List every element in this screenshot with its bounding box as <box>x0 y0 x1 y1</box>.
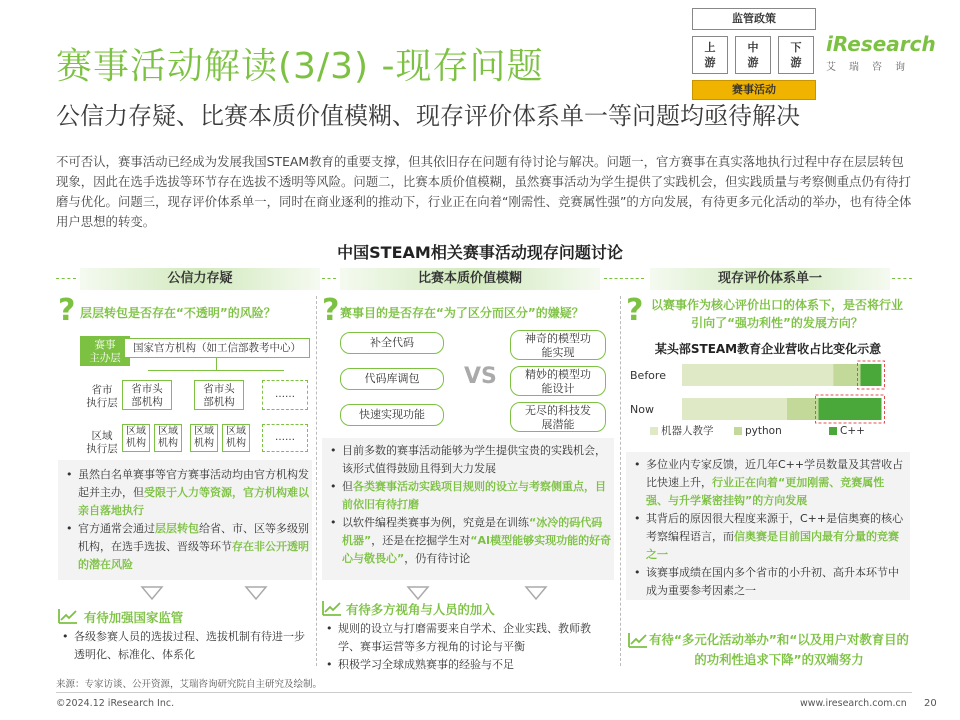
iresearch-logo <box>826 32 936 73</box>
col3-bullets <box>630 456 906 600</box>
list-item <box>326 514 612 568</box>
divider <box>322 278 336 279</box>
question-icon: ? <box>322 293 340 328</box>
column-separator <box>620 296 621 666</box>
nav-downstream[interactable]: 下 游 <box>778 36 814 74</box>
legend-swatch <box>829 427 837 435</box>
source-note: 来源：专家访谈、公开资源，艾瑞咨询研究院自主研究及绘制。 <box>56 679 323 690</box>
highlight-text: 行业正在向着“更加刚需、竞赛属性强、与升学紧密挂钩”的方向发展 <box>646 476 885 507</box>
text: 但 <box>342 480 353 493</box>
nav-policy[interactable]: 监管政策 <box>692 8 816 30</box>
level-organizer-box: 国家官方机构（如工信部教考中心） <box>124 338 310 358</box>
down-arrow-icon <box>244 585 268 605</box>
page-number: 20 <box>924 698 937 709</box>
highlight-text: 层层转包 <box>155 522 199 535</box>
list-item <box>630 510 906 564</box>
level-region-box: 区域 机构 <box>154 424 182 452</box>
pill-right: 神奇的模型功 能实现 <box>510 330 606 360</box>
highlight-text: 信奥赛是目前国内最有分量的竞赛之一 <box>646 530 899 561</box>
revenue-share-chart <box>628 358 908 448</box>
chart-title: 某头部STEAM教育企业营收占比变化示意 <box>654 342 882 356</box>
text: 给省、市、区等多级别机构，在选手选拔、晋级等环节 <box>78 522 309 553</box>
text: 虽然白名单赛事等官方赛事活动均由官方机构发起并主办，但 <box>78 468 309 499</box>
bar-segment-0 <box>682 398 787 420</box>
intro-paragraph: 不可否认，赛事活动已经成为发展我国STEAM教育的重要支撑，但其依旧存在问题有待讨论与解决。问题一，官方赛事在真实落地执行过程中存在层层转包现象，因此在选手选拔等环节存在选拔不透明等风险。问题二，比赛本质价值模糊，虽然赛事活动为学生提供了实践机会，但实践质量与考察侧重点仍有待打磨与优化。问题三，现存评价体系单一，同时在商业逐利的推动下，行业正在向着“刚需性、竞赛属性强”的方向发展，有待更多元化活动的举办，也有待全体用户思想的转变。 <box>56 154 912 229</box>
col1-action: 有待加强国家监管 <box>84 610 184 625</box>
nav-events[interactable]: 赛事活动 <box>692 80 816 100</box>
col1-header: 公信力存疑 <box>80 268 320 290</box>
footer-divider <box>56 692 912 693</box>
text: ，还是在挖掘学生对 <box>371 534 471 547</box>
logo-wordmark: iResearch <box>826 32 936 56</box>
category-label: Now <box>630 403 654 416</box>
trend-icon <box>58 608 78 628</box>
col2-action-bullets <box>322 620 612 674</box>
logo-chinese: 艾瑞咨询 <box>826 62 918 73</box>
down-arrow-icon <box>140 585 164 605</box>
bar-segment-0 <box>682 364 833 386</box>
vs-text: VS <box>464 364 497 389</box>
col1-bullets <box>62 466 310 574</box>
trend-icon <box>628 632 648 652</box>
pill-left: 补全代码 <box>340 332 444 354</box>
list-item: • 该赛事成绩在国内多个省市的小升初、高升本环节中成为重要参考因素之一 <box>630 564 906 600</box>
level-province-box: 省市头 部机构 <box>122 380 172 410</box>
pill-right: 精妙的模型功 能设计 <box>510 366 606 396</box>
text: ，仍有待讨论 <box>404 552 471 565</box>
question-icon: ? <box>626 293 644 328</box>
col3-question: 以赛事作为核心评价出口的体系下，是否将行业引向了“强功利性”的发展方向？ <box>650 298 903 330</box>
level-organizer-label: 赛事 主办层 <box>80 336 130 366</box>
col2-header: 比赛本质价值模糊 <box>340 268 600 290</box>
website-link[interactable]: www.iresearch.com.cn <box>800 698 907 709</box>
nav-midstream[interactable]: 中 游 <box>735 36 771 74</box>
list-item: • 各级参赛人员的选拔过程、选拔机制有待进一步透明化、标准化、体系化 <box>58 628 310 664</box>
pill-left: 快速实现功能 <box>340 404 444 426</box>
question-icon: ? <box>58 293 76 328</box>
legend-label: 机器人教学 <box>661 425 714 437</box>
list-item: • 目前多数的赛事活动能够为学生提供宝贵的实践机会，该形式值得鼓励且得到大力发展 <box>326 442 612 478</box>
level-region-box: 区域 机构 <box>190 424 218 452</box>
divider <box>56 278 76 279</box>
highlight-text: “AI模型能够实现功能的好奇心与敬畏心” <box>342 534 612 565</box>
text: 官方通常会通过 <box>78 522 155 535</box>
text: 其背后的原因很大程度来源于，C++是信奥赛的核心考察编程语言，而 <box>646 512 904 543</box>
col3-action: 有待“多元化活动举办”和“以及用户对教育目的的功利性追求下降”的双端努力 <box>649 632 909 667</box>
bar-segment-2 <box>819 398 882 420</box>
category-label: Before <box>630 369 666 382</box>
level-region-box: 区域 机构 <box>122 424 150 452</box>
level-province-box: 省市头 部机构 <box>194 380 244 410</box>
pill-right: 无尽的科技发 展潜能 <box>510 402 606 432</box>
legend-swatch <box>734 427 742 435</box>
bar-segment-2 <box>861 364 882 386</box>
highlight-text: “冰冷的码代码机器” <box>342 516 603 547</box>
level-region-more: …… <box>262 424 308 452</box>
page-subtitle: 公信力存疑、比赛本质价值模糊、现存评价体系单一等问题均亟待解决 <box>56 102 800 130</box>
bar-segment-1 <box>833 364 860 386</box>
pill-left: 代码库调包 <box>340 368 444 390</box>
col1-question: 层层转包是否存在“不透明”的风险？ <box>80 306 276 320</box>
level-province-more: …… <box>262 380 308 410</box>
legend-swatch <box>650 427 658 435</box>
col1-action-bullets <box>58 628 310 664</box>
list-item: • 规则的设立与打磨需要来自学术、企业实践、教师教学、赛事运营等多方视角的讨论与平衡 <box>322 620 612 656</box>
level-region-box: 区域 机构 <box>222 424 250 452</box>
list-item: • 积极学习全球成熟赛事的经验与不足 <box>322 656 612 674</box>
list-item <box>62 466 310 520</box>
list-item <box>62 520 310 574</box>
connector <box>216 358 217 370</box>
copyright: ©2024.12 iResearch Inc. <box>56 698 175 709</box>
legend-label: python <box>745 425 782 437</box>
highlight-text: 受限于人力等资源，官方机构难以亲自落地执行 <box>78 486 309 517</box>
col3-header: 现存评价体系单一 <box>650 268 890 290</box>
bar-segment-1 <box>787 398 819 420</box>
divider <box>604 278 644 279</box>
section-title: 中国STEAM相关赛事活动现存问题讨论 <box>337 243 623 262</box>
col2-question: 赛事目的是否存在“为了区分而区分”的嫌疑？ <box>340 306 584 320</box>
list-item <box>326 478 612 514</box>
page-title: 赛事活动解读(3/3) -现存问题 <box>56 46 544 87</box>
level-province-label: 省市 执行层 <box>86 384 118 409</box>
level-region-label: 区域 执行层 <box>86 430 118 455</box>
text: 多位业内专家反馈，近几年C++学员数量及其营收占比快速上升， <box>646 458 904 489</box>
column-separator <box>316 296 317 666</box>
divider <box>892 278 912 279</box>
list-item <box>630 456 906 510</box>
col2-bullets <box>326 442 612 568</box>
nav-upstream[interactable]: 上 游 <box>692 36 728 74</box>
connector <box>148 370 284 371</box>
legend-label: C++ <box>840 425 865 437</box>
highlight-text: 存在非公开透明的潜在风险 <box>78 540 309 571</box>
highlight-text: 各类赛事活动实践项目规则的设立与考察侧重点，目前依旧有待打磨 <box>342 480 606 511</box>
col2-action: 有待多方视角与人员的加入 <box>346 602 495 617</box>
trend-icon <box>322 600 342 620</box>
text: 以软件编程类赛事为例，究竟是在训练 <box>342 516 529 529</box>
